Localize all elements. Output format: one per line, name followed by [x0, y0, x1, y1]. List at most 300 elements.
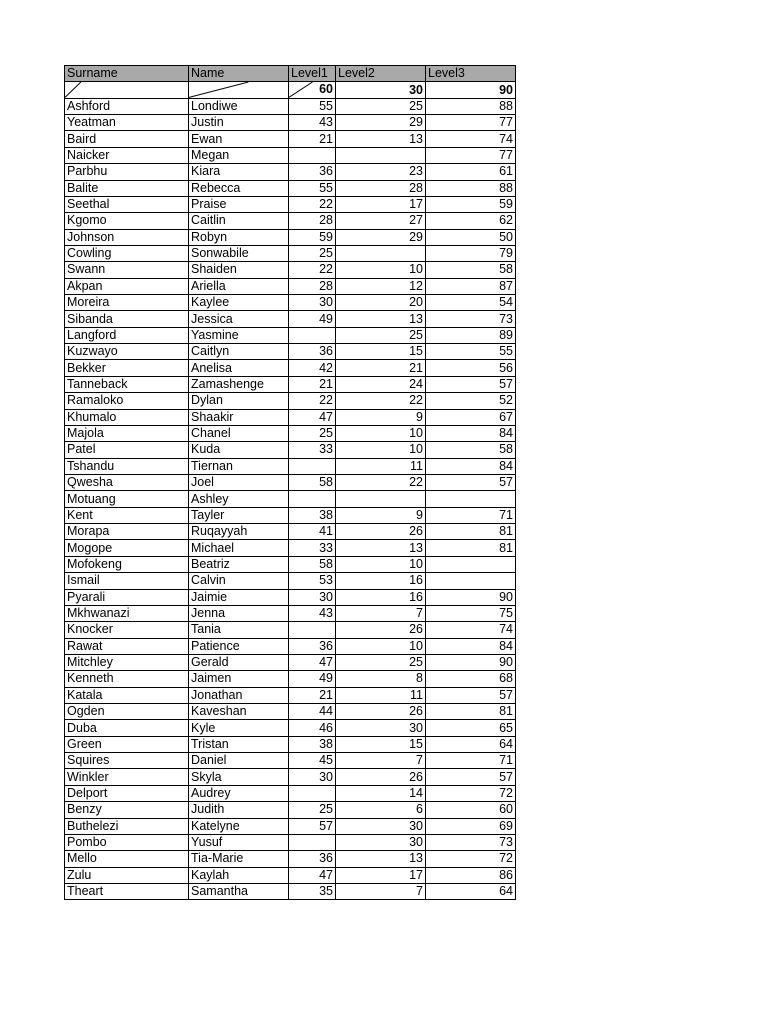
table-row	[65, 753, 516, 769]
level1-cell[interactable]: 55	[289, 98, 336, 114]
name-cell[interactable]: Tayler	[189, 507, 289, 523]
level3-cell[interactable]: 72	[426, 851, 516, 867]
name-cell[interactable]: Kaylah	[189, 867, 289, 883]
level2-cell[interactable]: 10	[336, 262, 426, 278]
level3-cell[interactable]: 77	[426, 115, 516, 131]
table-row	[65, 589, 516, 605]
level3-cell[interactable]: 88	[426, 98, 516, 114]
level2-cell[interactable]: 25	[336, 654, 426, 670]
name-cell[interactable]: Dylan	[189, 393, 289, 409]
level2-cell[interactable]: 22	[336, 393, 426, 409]
table-row	[65, 393, 516, 409]
level1-cell[interactable]: 44	[289, 704, 336, 720]
level3-cell[interactable]: 61	[426, 164, 516, 180]
level2-cell[interactable]: 9	[336, 409, 426, 425]
name-cell[interactable]: Jaimie	[189, 589, 289, 605]
table-row	[65, 491, 516, 507]
diagonal-line-icon	[189, 82, 288, 97]
name-cell[interactable]: Kaveshan	[189, 704, 289, 720]
level3-cell[interactable]: 56	[426, 360, 516, 376]
level1-cell[interactable]: 22	[289, 393, 336, 409]
table-row	[65, 245, 516, 261]
level1-cell[interactable]: 36	[289, 344, 336, 360]
level2-cell[interactable]: 26	[336, 704, 426, 720]
table-row	[65, 131, 516, 147]
name-cell[interactable]: Anelisa	[189, 360, 289, 376]
level2-cell[interactable]: 9	[336, 507, 426, 523]
level3-cell[interactable]	[426, 491, 516, 507]
name-cell[interactable]: Caitlyn	[189, 344, 289, 360]
name-cell[interactable]: Jenna	[189, 605, 289, 621]
level2-cell[interactable]: 15	[336, 344, 426, 360]
level2-cell[interactable]: 26	[336, 622, 426, 638]
table-row	[65, 180, 516, 196]
surname-cell[interactable]: Mofokeng	[65, 556, 189, 572]
name-cell[interactable]: Ewan	[189, 131, 289, 147]
table-row	[65, 785, 516, 801]
surname-cell[interactable]: Pyarali	[65, 589, 189, 605]
level2-cell[interactable]	[336, 245, 426, 261]
table-row	[65, 883, 516, 899]
name-cell[interactable]: Tania	[189, 622, 289, 638]
level3-cell[interactable]: 72	[426, 785, 516, 801]
surname-cell[interactable]: Moreira	[65, 295, 189, 311]
name-cell[interactable]: Kuda	[189, 442, 289, 458]
surname-cell[interactable]: Yeatman	[65, 115, 189, 131]
surname-cell[interactable]: Green	[65, 736, 189, 752]
level1-cell[interactable]: 21	[289, 131, 336, 147]
level3-cell[interactable]: 88	[426, 180, 516, 196]
diagonal-cell-surname[interactable]	[65, 82, 189, 98]
level2-cell[interactable]	[336, 147, 426, 163]
level2-cell[interactable]: 10	[336, 556, 426, 572]
header-level3[interactable]: Level3	[426, 66, 516, 82]
level3-cell[interactable]: 74	[426, 622, 516, 638]
level3-cell[interactable]: 60	[426, 802, 516, 818]
surname-cell[interactable]: Katala	[65, 687, 189, 703]
surname-cell[interactable]: Morapa	[65, 524, 189, 540]
name-cell[interactable]: Kiara	[189, 164, 289, 180]
name-cell[interactable]: Jessica	[189, 311, 289, 327]
name-cell[interactable]: Tia-Marie	[189, 851, 289, 867]
level2-cell[interactable]	[336, 491, 426, 507]
table-row	[65, 507, 516, 523]
max-level2[interactable]: 30	[336, 82, 426, 98]
level1-cell[interactable]: 45	[289, 753, 336, 769]
table-row	[65, 524, 516, 540]
max-level3[interactable]: 90	[426, 82, 516, 98]
level1-cell[interactable]: 35	[289, 883, 336, 899]
level1-cell[interactable]	[289, 491, 336, 507]
level3-cell[interactable]: 64	[426, 883, 516, 899]
level3-cell[interactable]: 84	[426, 425, 516, 441]
level1-cell[interactable]: 28	[289, 213, 336, 229]
level1-cell[interactable]: 21	[289, 687, 336, 703]
level2-cell[interactable]: 30	[336, 818, 426, 834]
level2-cell[interactable]: 16	[336, 573, 426, 589]
table-row	[65, 376, 516, 392]
surname-cell[interactable]: Ismail	[65, 573, 189, 589]
level1-cell[interactable]	[289, 458, 336, 474]
table-row	[65, 196, 516, 212]
level3-cell[interactable]: 73	[426, 834, 516, 850]
level2-cell[interactable]: 10	[336, 442, 426, 458]
level1-cell[interactable]: 47	[289, 867, 336, 883]
level2-cell[interactable]: 26	[336, 524, 426, 540]
level1-cell[interactable]: 59	[289, 229, 336, 245]
level3-cell[interactable]: 84	[426, 458, 516, 474]
level1-cell[interactable]	[289, 147, 336, 163]
level1-cell[interactable]: 25	[289, 802, 336, 818]
level2-cell[interactable]: 10	[336, 425, 426, 441]
level3-cell[interactable]: 67	[426, 409, 516, 425]
surname-cell[interactable]: Cowling	[65, 245, 189, 261]
level1-cell[interactable]: 30	[289, 295, 336, 311]
surname-cell[interactable]: Rawat	[65, 638, 189, 654]
name-cell[interactable]: Kaylee	[189, 295, 289, 311]
surname-cell[interactable]: Tshandu	[65, 458, 189, 474]
table-row	[65, 605, 516, 621]
level2-cell[interactable]: 11	[336, 687, 426, 703]
surname-cell[interactable]: Kgomo	[65, 213, 189, 229]
level3-cell[interactable]: 90	[426, 654, 516, 670]
table-row	[65, 262, 516, 278]
level1-cell[interactable]: 49	[289, 671, 336, 687]
spreadsheet	[64, 65, 516, 900]
max-level1-value: 60	[319, 82, 333, 97]
surname-cell[interactable]: Kuzwayo	[65, 344, 189, 360]
level3-cell[interactable]: 69	[426, 818, 516, 834]
name-cell[interactable]: Calvin	[189, 573, 289, 589]
name-cell[interactable]: Londiwe	[189, 98, 289, 114]
table-row	[65, 556, 516, 572]
table-row	[65, 704, 516, 720]
level2-cell[interactable]: 25	[336, 98, 426, 114]
level3-cell[interactable]: 89	[426, 327, 516, 343]
name-cell[interactable]: Ruqayyah	[189, 524, 289, 540]
table-row	[65, 720, 516, 736]
level2-cell[interactable]: 26	[336, 769, 426, 785]
surname-cell[interactable]: Mkhwanazi	[65, 605, 189, 621]
surname-cell[interactable]: Ramaloko	[65, 393, 189, 409]
name-cell[interactable]: Ariella	[189, 278, 289, 294]
name-cell[interactable]: Kyle	[189, 720, 289, 736]
header-row	[65, 66, 516, 82]
surname-cell[interactable]: Parbhu	[65, 164, 189, 180]
table-row	[65, 164, 516, 180]
level2-cell[interactable]: 27	[336, 213, 426, 229]
level2-cell[interactable]: 13	[336, 311, 426, 327]
level3-cell[interactable]: 57	[426, 376, 516, 392]
table-row	[65, 736, 516, 752]
surname-cell[interactable]: Ashford	[65, 98, 189, 114]
table-row	[65, 540, 516, 556]
surname-cell[interactable]: Buthelezi	[65, 818, 189, 834]
level3-cell[interactable]: 58	[426, 442, 516, 458]
level3-cell[interactable]: 62	[426, 213, 516, 229]
level3-cell[interactable]: 59	[426, 196, 516, 212]
table-row	[65, 867, 516, 883]
level2-cell[interactable]: 21	[336, 360, 426, 376]
surname-cell[interactable]: Knocker	[65, 622, 189, 638]
surname-cell[interactable]: Johnson	[65, 229, 189, 245]
level1-cell[interactable]: 58	[289, 474, 336, 490]
table-row	[65, 638, 516, 654]
table-row	[65, 425, 516, 441]
level2-cell[interactable]: 23	[336, 164, 426, 180]
level1-cell[interactable]	[289, 785, 336, 801]
level2-cell[interactable]: 25	[336, 327, 426, 343]
surname-cell[interactable]: Theart	[65, 883, 189, 899]
surname-cell[interactable]: Zulu	[65, 867, 189, 883]
name-cell[interactable]: Yasmine	[189, 327, 289, 343]
level2-cell[interactable]: 6	[336, 802, 426, 818]
surname-cell[interactable]: Swann	[65, 262, 189, 278]
level1-cell[interactable]: 49	[289, 311, 336, 327]
level3-cell[interactable]: 52	[426, 393, 516, 409]
level1-cell[interactable]: 25	[289, 245, 336, 261]
surname-cell[interactable]: Ogden	[65, 704, 189, 720]
name-cell[interactable]: Tristan	[189, 736, 289, 752]
level1-cell[interactable]	[289, 622, 336, 638]
surname-cell[interactable]: Akpan	[65, 278, 189, 294]
level1-cell[interactable]: 38	[289, 736, 336, 752]
level3-cell[interactable]: 68	[426, 671, 516, 687]
level3-cell[interactable]: 84	[426, 638, 516, 654]
level3-cell[interactable]: 71	[426, 507, 516, 523]
level2-cell[interactable]: 30	[336, 834, 426, 850]
level3-cell[interactable]: 81	[426, 524, 516, 540]
table-row	[65, 213, 516, 229]
level3-cell[interactable]: 86	[426, 867, 516, 883]
name-cell[interactable]: Tiernan	[189, 458, 289, 474]
level1-cell[interactable]: 47	[289, 654, 336, 670]
table-row	[65, 458, 516, 474]
level2-cell[interactable]: 30	[336, 720, 426, 736]
level2-cell[interactable]: 7	[336, 753, 426, 769]
level3-cell[interactable]: 50	[426, 229, 516, 245]
level1-cell[interactable]: 53	[289, 573, 336, 589]
level2-cell[interactable]: 13	[336, 540, 426, 556]
level3-cell[interactable]	[426, 573, 516, 589]
level1-cell[interactable]: 47	[289, 409, 336, 425]
level3-cell[interactable]: 74	[426, 131, 516, 147]
level3-cell[interactable]: 77	[426, 147, 516, 163]
level1-cell[interactable]: 43	[289, 115, 336, 131]
name-cell[interactable]: Beatriz	[189, 556, 289, 572]
level3-cell[interactable]: 57	[426, 769, 516, 785]
level2-cell[interactable]: 7	[336, 605, 426, 621]
level1-cell[interactable]	[289, 327, 336, 343]
level2-cell[interactable]: 13	[336, 851, 426, 867]
level3-cell[interactable]: 64	[426, 736, 516, 752]
level1-cell[interactable]: 22	[289, 262, 336, 278]
table-row	[65, 802, 516, 818]
surname-cell[interactable]: Bekker	[65, 360, 189, 376]
level2-cell[interactable]: 17	[336, 867, 426, 883]
surname-cell[interactable]: Kent	[65, 507, 189, 523]
surname-cell[interactable]: Seethal	[65, 196, 189, 212]
level3-cell[interactable]: 57	[426, 687, 516, 703]
surname-cell[interactable]: Tanneback	[65, 376, 189, 392]
surname-cell[interactable]: Duba	[65, 720, 189, 736]
surname-cell[interactable]: Langford	[65, 327, 189, 343]
level3-cell[interactable]: 57	[426, 474, 516, 490]
name-cell[interactable]: Yusuf	[189, 834, 289, 850]
name-cell[interactable]: Sonwabile	[189, 245, 289, 261]
level1-cell[interactable]: 46	[289, 720, 336, 736]
level3-cell[interactable]: 73	[426, 311, 516, 327]
level2-cell[interactable]: 29	[336, 229, 426, 245]
level1-cell[interactable]: 28	[289, 278, 336, 294]
level1-cell[interactable]: 57	[289, 818, 336, 834]
level1-cell[interactable]: 58	[289, 556, 336, 572]
header-name[interactable]: Name	[189, 66, 289, 82]
name-cell[interactable]: Rebecca	[189, 180, 289, 196]
level3-cell[interactable]: 75	[426, 605, 516, 621]
level2-cell[interactable]: 12	[336, 278, 426, 294]
surname-cell[interactable]: Winkler	[65, 769, 189, 785]
surname-cell[interactable]: Kenneth	[65, 671, 189, 687]
name-cell[interactable]: Gerald	[189, 654, 289, 670]
table-row	[65, 474, 516, 490]
surname-cell[interactable]: Benzy	[65, 802, 189, 818]
name-cell[interactable]: Daniel	[189, 753, 289, 769]
level3-cell[interactable]: 87	[426, 278, 516, 294]
level2-cell[interactable]: 8	[336, 671, 426, 687]
level3-cell[interactable]: 71	[426, 753, 516, 769]
level1-cell[interactable]	[289, 834, 336, 850]
surname-cell[interactable]: Mitchley	[65, 654, 189, 670]
level1-cell[interactable]: 43	[289, 605, 336, 621]
surname-cell[interactable]: Qwesha	[65, 474, 189, 490]
name-cell[interactable]: Justin	[189, 115, 289, 131]
level2-cell[interactable]: 10	[336, 638, 426, 654]
level2-cell[interactable]: 29	[336, 115, 426, 131]
surname-cell[interactable]: Baird	[65, 131, 189, 147]
level1-cell[interactable]: 21	[289, 376, 336, 392]
name-cell[interactable]: Judith	[189, 802, 289, 818]
level2-cell[interactable]: 16	[336, 589, 426, 605]
level3-cell[interactable]: 54	[426, 295, 516, 311]
level2-cell[interactable]: 7	[336, 883, 426, 899]
surname-cell[interactable]: Mogope	[65, 540, 189, 556]
level3-cell[interactable]: 81	[426, 540, 516, 556]
name-cell[interactable]: Praise	[189, 196, 289, 212]
table-row	[65, 654, 516, 670]
name-cell[interactable]: Ashley	[189, 491, 289, 507]
level2-cell[interactable]: 13	[336, 131, 426, 147]
level2-cell[interactable]: 14	[336, 785, 426, 801]
level1-cell[interactable]: 33	[289, 442, 336, 458]
level1-cell[interactable]: 36	[289, 164, 336, 180]
level1-cell[interactable]: 55	[289, 180, 336, 196]
table-row	[65, 687, 516, 703]
surname-cell[interactable]: Motuang	[65, 491, 189, 507]
surname-cell[interactable]: Pombo	[65, 834, 189, 850]
level3-cell[interactable]	[426, 556, 516, 572]
name-cell[interactable]: Chanel	[189, 425, 289, 441]
surname-cell[interactable]: Naicker	[65, 147, 189, 163]
name-cell[interactable]: Katelyne	[189, 818, 289, 834]
name-cell[interactable]: Joel	[189, 474, 289, 490]
header-level2[interactable]: Level2	[336, 66, 426, 82]
level3-cell[interactable]: 81	[426, 704, 516, 720]
name-cell[interactable]: Shaakir	[189, 409, 289, 425]
name-cell[interactable]: Robyn	[189, 229, 289, 245]
header-level1[interactable]: Level1	[289, 66, 336, 82]
surname-cell[interactable]: Delport	[65, 785, 189, 801]
level3-cell[interactable]: 58	[426, 262, 516, 278]
table-row	[65, 115, 516, 131]
name-cell[interactable]: Zamashenge	[189, 376, 289, 392]
level1-cell[interactable]: 22	[289, 196, 336, 212]
max-level1[interactable]	[289, 82, 336, 98]
level2-cell[interactable]: 17	[336, 196, 426, 212]
name-cell[interactable]: Patience	[189, 638, 289, 654]
level3-cell[interactable]: 55	[426, 344, 516, 360]
table-row	[65, 834, 516, 850]
level2-cell[interactable]: 15	[336, 736, 426, 752]
name-cell[interactable]: Megan	[189, 147, 289, 163]
level1-cell[interactable]: 38	[289, 507, 336, 523]
max-marks-row	[65, 82, 516, 98]
name-cell[interactable]: Audrey	[189, 785, 289, 801]
surname-cell[interactable]: Squires	[65, 753, 189, 769]
name-cell[interactable]: Samantha	[189, 883, 289, 899]
table-row	[65, 769, 516, 785]
level1-cell[interactable]: 33	[289, 540, 336, 556]
level2-cell[interactable]: 22	[336, 474, 426, 490]
header-surname[interactable]: Surname	[65, 66, 189, 82]
surname-cell[interactable]: Khumalo	[65, 409, 189, 425]
level1-cell[interactable]: 36	[289, 638, 336, 654]
surname-cell[interactable]: Majola	[65, 425, 189, 441]
surname-cell[interactable]: Balite	[65, 180, 189, 196]
diagonal-cell-name[interactable]	[189, 82, 289, 98]
level1-cell[interactable]: 30	[289, 589, 336, 605]
name-cell[interactable]: Michael	[189, 540, 289, 556]
table-row	[65, 622, 516, 638]
level1-cell[interactable]: 36	[289, 851, 336, 867]
level2-cell[interactable]: 20	[336, 295, 426, 311]
name-cell[interactable]: Skyla	[189, 769, 289, 785]
level2-cell[interactable]: 24	[336, 376, 426, 392]
level1-cell[interactable]: 25	[289, 425, 336, 441]
level1-cell[interactable]: 42	[289, 360, 336, 376]
surname-cell[interactable]: Patel	[65, 442, 189, 458]
name-cell[interactable]: Jaimen	[189, 671, 289, 687]
table-row	[65, 295, 516, 311]
level1-cell[interactable]: 30	[289, 769, 336, 785]
level3-cell[interactable]: 90	[426, 589, 516, 605]
table-row	[65, 671, 516, 687]
surname-cell[interactable]: Mello	[65, 851, 189, 867]
level3-cell[interactable]: 65	[426, 720, 516, 736]
table-row	[65, 229, 516, 245]
level2-cell[interactable]: 28	[336, 180, 426, 196]
name-cell[interactable]: Jonathan	[189, 687, 289, 703]
level3-cell[interactable]: 79	[426, 245, 516, 261]
level2-cell[interactable]: 11	[336, 458, 426, 474]
name-cell[interactable]: Caitlin	[189, 213, 289, 229]
table-row	[65, 573, 516, 589]
surname-cell[interactable]: Sibanda	[65, 311, 189, 327]
diagonal-line-icon	[65, 82, 188, 97]
name-cell[interactable]: Shaiden	[189, 262, 289, 278]
table-row	[65, 278, 516, 294]
level1-cell[interactable]: 41	[289, 524, 336, 540]
